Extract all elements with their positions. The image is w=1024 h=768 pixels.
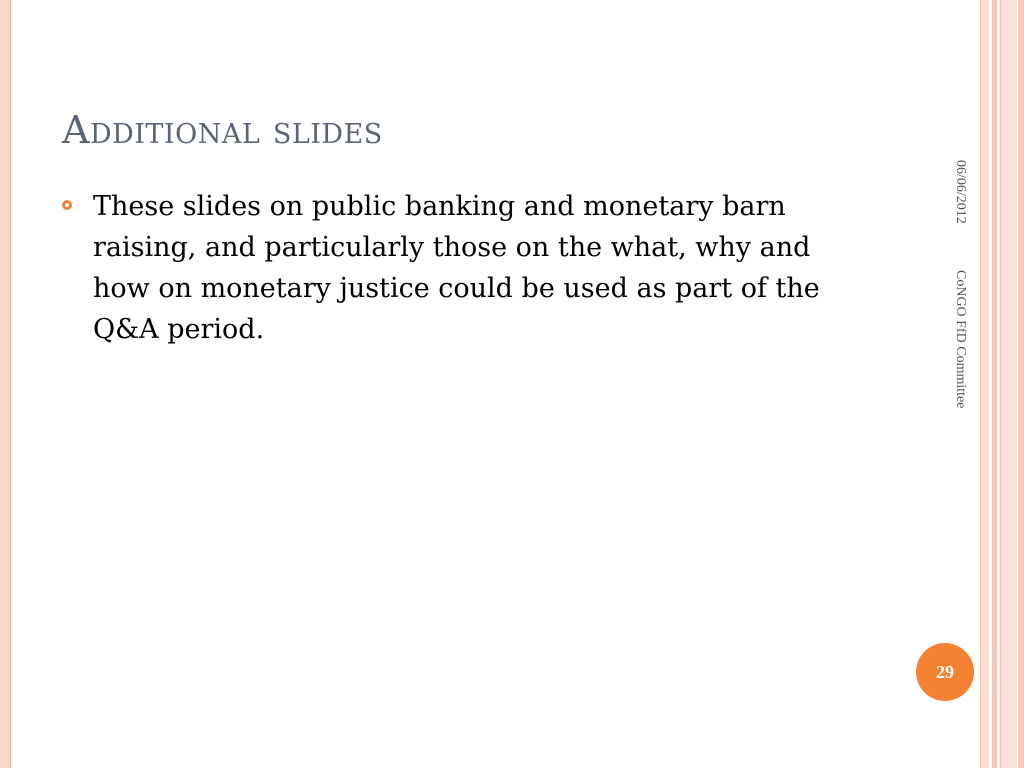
right-decorative-band: [992, 0, 997, 768]
bullet-text: These slides on public banking and monetary barn raising, and particularly those on the what, why and how on monetary justice could be used as part of the Q&A period.: [93, 191, 820, 345]
bullet-item: [62, 186, 862, 350]
slide-title: Additional slides: [62, 108, 383, 152]
page-number-badge: 29: [916, 643, 974, 701]
bullet-circle-icon: [62, 200, 72, 210]
right-decorative-band: [1000, 0, 1017, 768]
right-decorative-band: [1018, 0, 1024, 768]
left-decorative-band: [0, 0, 11, 768]
right-decorative-band: [980, 0, 989, 768]
bullet-list: [62, 186, 862, 350]
footer-organization: CoNGO FfD Committee: [953, 270, 968, 409]
footer-date: 06/06/2012: [953, 160, 968, 224]
